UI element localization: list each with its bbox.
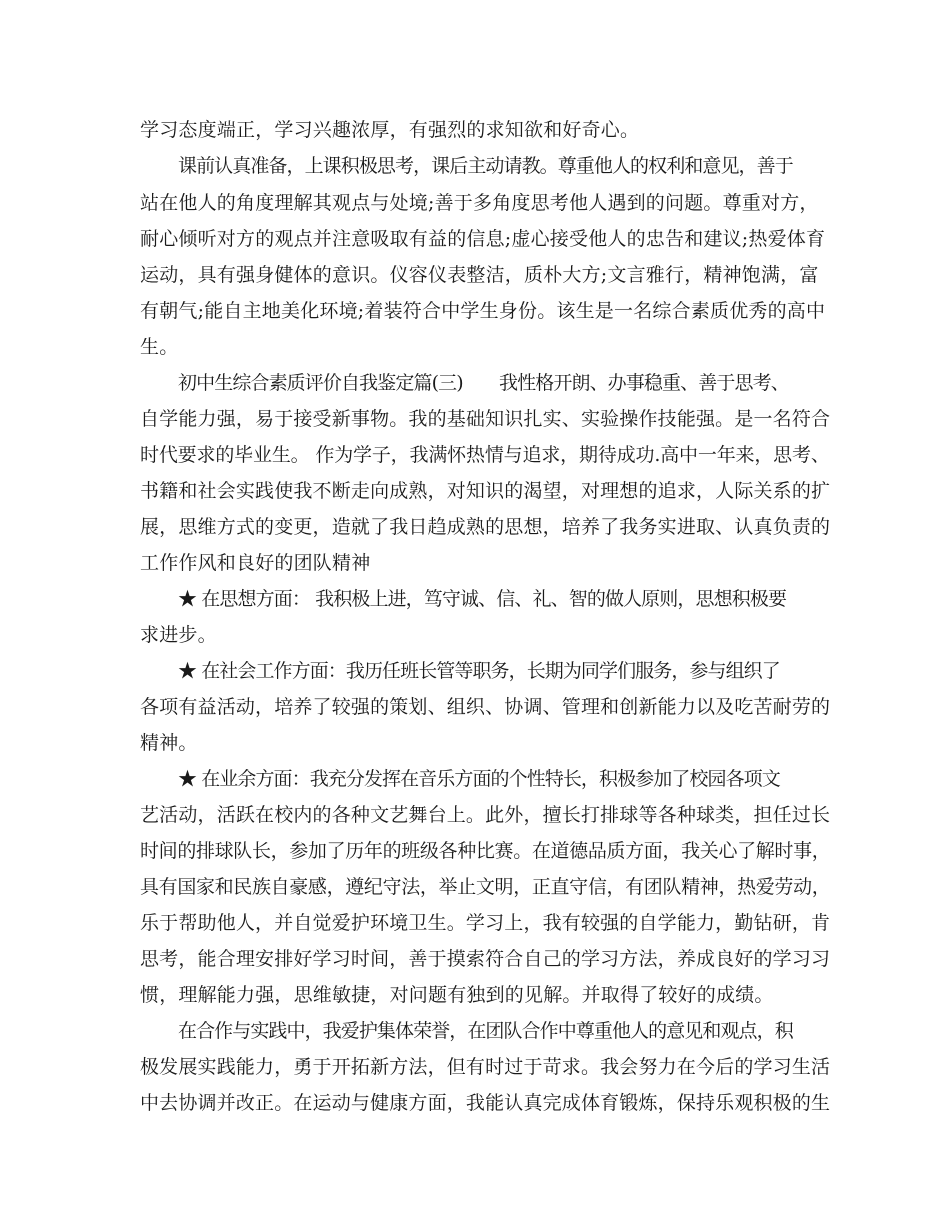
text-line: 精神。: [140, 732, 198, 754]
text-line: 初中生综合素质评价自我鉴定篇(三) 我性格开朗、办事稳重、善于思考、: [178, 372, 789, 394]
text-line: 时间的排球队长，参加了历年的班级各种比赛。在道德品质方面，我关心了解时事，: [140, 840, 831, 862]
text-line: ★ 在社会工作方面：我历任班长管等职务，长期为同学们服务，参与组织了: [178, 660, 780, 682]
text-line: 极发展实践能力，勇于开拓新方法，但有时过于苛求。我会努力在今后的学习生活: [140, 1056, 831, 1078]
text-line: 各项有益活动，培养了较强的策划、组织、协调、管理和创新能力以及吃苦耐劳的: [140, 696, 831, 718]
text-line: 思考，能合理安排好学习时间，善于摸索符合自己的学习方法，养成良好的学习习: [140, 948, 831, 970]
text-line: 展，思维方式的变更，造就了我日趋成熟的思想，培养了我务实进取、认真负责的: [140, 516, 831, 538]
text-line: 求进步。: [140, 624, 217, 646]
text-line: 书籍和社会实践使我不断走向成熟，对知识的渴望，对理想的追求，人际关系的扩: [140, 480, 831, 502]
text-line: 运动，具有强身健体的意识。仪容仪表整洁，质朴大方;文言雅行，精神饱满，富: [140, 264, 819, 286]
text-line: 在合作与实践中，我爱护集体荣誉，在团队合作中尊重他人的意见和观点，积: [178, 1020, 793, 1042]
text-line: 惯，理解能力强，思维敏捷，对问题有独到的见解。并取得了较好的成绩。: [140, 984, 774, 1006]
text-line: 学习态度端正，学习兴趣浓厚，有强烈的求知欲和好奇心。: [140, 119, 640, 141]
text-line: 课前认真准备，上课积极思考，课后主动请教。尊重他人的权利和意见，善于: [178, 155, 793, 177]
text-line: 工作作风和良好的团队精神: [140, 552, 371, 574]
text-line: 乐于帮助他人，并自觉爱护环境卫生。学习上，我有较强的自学能力，勤钻研，肯: [140, 912, 831, 934]
text-line: ★ 在思想方面： 我积极上进，笃守诚、信、礼、智的做人原则，思想积极要: [178, 588, 787, 610]
text-line: 艺活动，活跃在校内的各种文艺舞台上。此外，擅长打排球等各种球类，担任过长: [140, 804, 831, 826]
text-line: ★ 在业余方面：我充分发挥在音乐方面的个性特长，积极参加了校园各项文: [178, 768, 780, 790]
text-line: 时代要求的毕业生。 作为学子，我满怀热情与追求，期待成功.高中一年来，思考、: [140, 444, 830, 466]
text-line: 站在他人的角度理解其观点与处境;善于多角度思考他人遇到的问题。尊重对方，: [140, 192, 819, 214]
text-line: 耐心倾听对方的观点并注意吸取有益的信息;虚心接受他人的忠告和建议;热爱体育: [140, 228, 826, 250]
text-line: 具有国家和民族自豪感，遵纪守法，举止文明，正直守信，有团队精神，热爱劳动，: [140, 876, 831, 898]
text-line: 自学能力强，易于接受新事物。我的基础知识扎实、实验操作技能强。是一名符合: [140, 408, 831, 430]
text-line: 中去协调并改正。在运动与健康方面，我能认真完成体育锻炼，保持乐观积极的生: [140, 1092, 831, 1114]
text-line: 有朝气;能自主地美化环境;着装符合中学生身份。该生是一名综合素质优秀的高中: [140, 300, 826, 322]
text-line: 生。: [140, 336, 179, 358]
